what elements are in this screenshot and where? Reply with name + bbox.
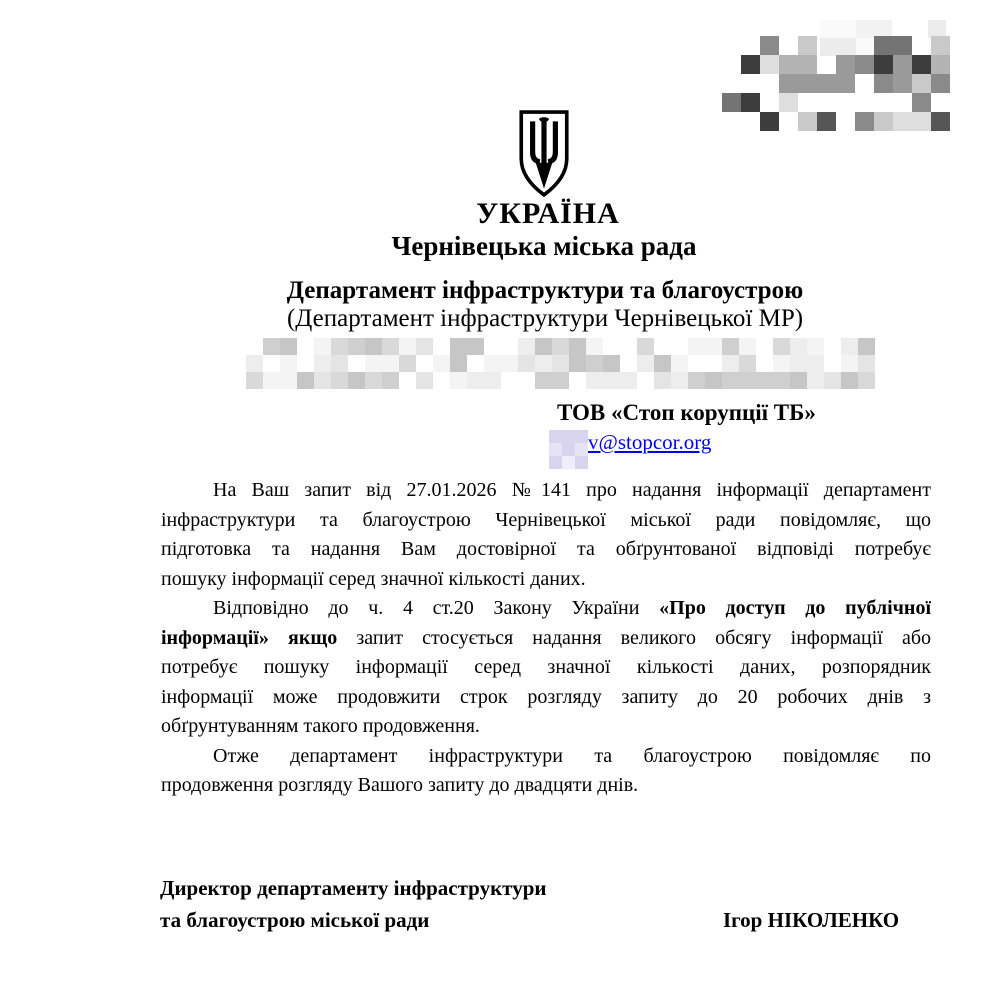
body-line: пошуку інформації серед значної кількості даних. — [161, 567, 586, 590]
department-subtitle: (Департамент інфраструктури Чернівецької МР) — [286, 305, 804, 332]
body-line: інформації» якщо запит стосується надання великого обсягу інформації або — [161, 626, 931, 649]
body-line: інфраструктури та благоустрою Чернівецької міської ради повідомляє, що — [161, 508, 931, 531]
ukraine-trident-emblem-icon — [517, 109, 571, 199]
council-title: Чернівецька міська рада — [391, 231, 697, 261]
body-line: потребує пошуку інформації серед значної кількості даних, розпорядник — [161, 656, 931, 678]
country-title: УКРАЇНА — [476, 197, 620, 230]
body-text — [161, 476, 931, 801]
body-line: На Ваш запит від 27.01.2026 №141 про надання інформації департамент — [213, 479, 931, 501]
body-line: підготовка та надання Вам достовірної та обґрунтованої відповіді потребує — [161, 538, 931, 560]
body-line: Відповідно до ч. 4 ст.20 Закону України «Про доступ до публічної — [213, 597, 931, 619]
department-title: Департамент інфраструктури та благоустрою — [286, 277, 804, 304]
recipient-email-link[interactable]: v@stopcor.org — [588, 430, 712, 454]
redacted-address-line — [246, 338, 874, 388]
signature-title-line2: та благоустрою міської ради — [160, 908, 430, 932]
redacted-email-user — [549, 430, 587, 460]
signatory-name: Ігор НІКОЛЕНКО — [723, 908, 900, 932]
signature-title-line1: Директор департаменту інфраструктури — [160, 876, 547, 900]
redacted-header-stamp — [722, 36, 950, 116]
body-line: Отже департамент інфраструктури та благоустрою повідомляє по — [213, 744, 931, 767]
body-line: продовження розгляду Вашого запиту до двадцяти днів. — [161, 774, 639, 796]
body-line: обґрунтуванням такого продовження. — [161, 715, 480, 737]
body-line: інформації може продовжити строк розгляду запиту до 20 робочих днів з — [161, 685, 931, 708]
recipient-org: ТОВ «Стоп корупції ТБ» — [557, 400, 816, 425]
